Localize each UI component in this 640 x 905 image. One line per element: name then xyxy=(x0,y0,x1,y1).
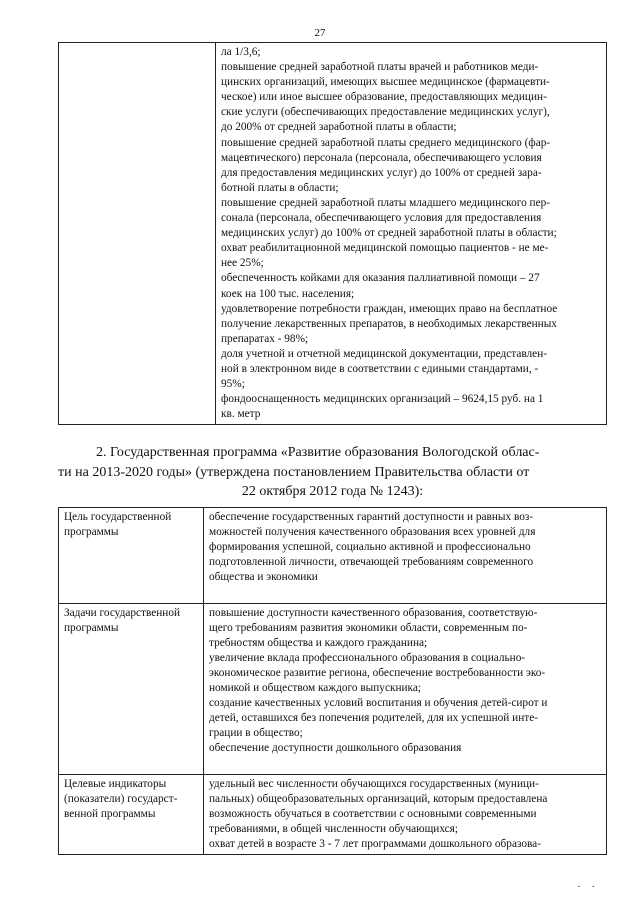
text-line: создание качественных условий воспитания и обучения детей-сирот и xyxy=(209,697,548,710)
text-line: удельный вес численности обучающихся государственных (муници- xyxy=(209,777,539,790)
text-line: ские услуги (обеспечивающих предоставление медицинских услуг), xyxy=(221,106,550,119)
text-line: повышение средней заработной платы врачей и работников меди- xyxy=(221,61,539,74)
text-line: программы xyxy=(64,526,119,539)
text-line: мацевтического) персонала (персонала, обеспечивающего условия xyxy=(221,151,542,164)
table-row xyxy=(59,774,607,854)
text-line: (показатели) государст- xyxy=(64,792,178,805)
text-line: Цель государственной xyxy=(64,511,172,523)
text-line: возможность обучаться в соответствии с основными современными xyxy=(209,807,537,820)
table-cell-left xyxy=(59,508,204,604)
text-line: охват реабилитационной медицинской помощью пациентов - не ме- xyxy=(221,242,549,255)
text-line: подготовленной личности, отвечающей требованиям современного xyxy=(209,556,534,569)
text-line: коек на 100 тыс. населения; xyxy=(221,287,355,300)
text-line: кв. метр xyxy=(221,408,261,421)
text-line: повышение средней заработной платы младшего медицинского пер- xyxy=(221,196,551,209)
table-cell-left xyxy=(59,603,204,774)
text-line: обеспечение государственных гарантий доступности и равных воз- xyxy=(209,511,534,523)
text-line: до 200% от средней заработной платы в области; xyxy=(221,121,457,134)
table-row xyxy=(59,603,607,774)
text-line: грации в общество; xyxy=(209,727,303,740)
text-line: обеспеченность койками для оказания паллиативной помощи – 27 xyxy=(221,272,540,285)
text-line: удовлетворение потребности граждан, имеющих право на бесплатное xyxy=(221,302,558,315)
table-cell-right xyxy=(204,603,607,774)
heading-line: 22 октября 2012 года № 1243): xyxy=(241,484,424,500)
table-cell-left xyxy=(59,774,204,854)
heading-line: 2. Государственная программа «Развитие образования Вологодской облас- xyxy=(96,445,540,460)
text-line: номикой и обществом каждого выпускника; xyxy=(209,682,422,695)
text-line: сонала (персонала, обеспечивающего условия для предоставления xyxy=(221,212,542,225)
text-line: цинских организаций, имеющих высшее медицинское (фармацевти- xyxy=(221,76,550,89)
text-line: детей, оставшихся без попечения родителей, для их успешной инте- xyxy=(209,712,538,725)
text-line: общества и экономики xyxy=(209,571,318,584)
table-cell-left xyxy=(59,43,216,425)
text-line: ботной платы в области; xyxy=(221,181,339,194)
text-line: нее 25%; xyxy=(221,257,264,270)
text-line: фондооснащенность медицинских организаций – 9624,15 руб. на 1 xyxy=(221,393,544,406)
table-row xyxy=(59,508,607,604)
text-line: программы xyxy=(64,621,119,634)
spacer-line xyxy=(209,757,601,772)
text-line: венной программы xyxy=(64,807,156,820)
text-line: увеличение вклада профессионального образования в социально- xyxy=(209,651,526,664)
text-line: ла 1/3,6; xyxy=(221,46,261,58)
text-line: повышение средней заработной платы среднего медицинского (фар- xyxy=(221,136,551,149)
text-line: для предоставления медицинских услуг) до 100% от средней зара- xyxy=(221,166,542,179)
text-line: ческое) или иное высшее образование, предоставляющих медицин- xyxy=(221,91,547,104)
text-line: Целевые индикаторы xyxy=(64,777,167,790)
heading-line: ти на 2013-2020 годы» (утверждена постановлением Правительства области от xyxy=(58,464,530,480)
text-line: препаратах - 98%; xyxy=(221,332,309,345)
text-line: обеспечение доступности дошкольного образования xyxy=(209,742,462,755)
text-line: можностей получения качественного образования всех уровней для xyxy=(209,526,536,539)
text-line: доля учетной и отчетной медицинской документации, представлен- xyxy=(221,347,548,360)
text-line: 95%; xyxy=(221,378,245,391)
text-line: медицинских услуг) до 100% от средней заработной платы в области; xyxy=(221,227,557,240)
text-line: требованиями, в общей численности обучающихся; xyxy=(209,822,459,835)
scan-mark: · · xyxy=(577,881,600,893)
text-line: повышение доступности качественного образования, соответствую- xyxy=(209,606,538,619)
text-line: охват детей в возрасте 3 - 7 лет программами дошкольного образова- xyxy=(209,837,541,850)
spacer-line xyxy=(209,585,601,600)
text-line: требностям общества и каждого гражданина; xyxy=(209,636,428,649)
text-line: Задачи государственной xyxy=(64,606,181,619)
text-line: получение лекарственных препаратов, в необходимых лекарственных xyxy=(221,317,557,330)
table-cell-right xyxy=(216,43,607,425)
page-number: 27 xyxy=(314,27,326,39)
table-row xyxy=(59,43,607,425)
table-cell-right xyxy=(204,508,607,604)
text-line: ной в электронном виде в соответствии с едиными стандартами, - xyxy=(221,362,539,375)
text-line: экономическое развитие региона, обеспечение востребованности эко- xyxy=(209,666,546,679)
education-program-table xyxy=(58,507,607,855)
table-cell-right xyxy=(204,774,607,854)
section-heading xyxy=(58,443,607,502)
text-line: щего требованиям развития экономики области, современным по- xyxy=(209,621,528,634)
text-line: формирования успешной, социально активной и профессионально xyxy=(209,541,531,554)
health-program-table xyxy=(58,42,607,425)
text-line: пальных) общеобразовательных организаций, которым предоставлена xyxy=(209,792,548,805)
